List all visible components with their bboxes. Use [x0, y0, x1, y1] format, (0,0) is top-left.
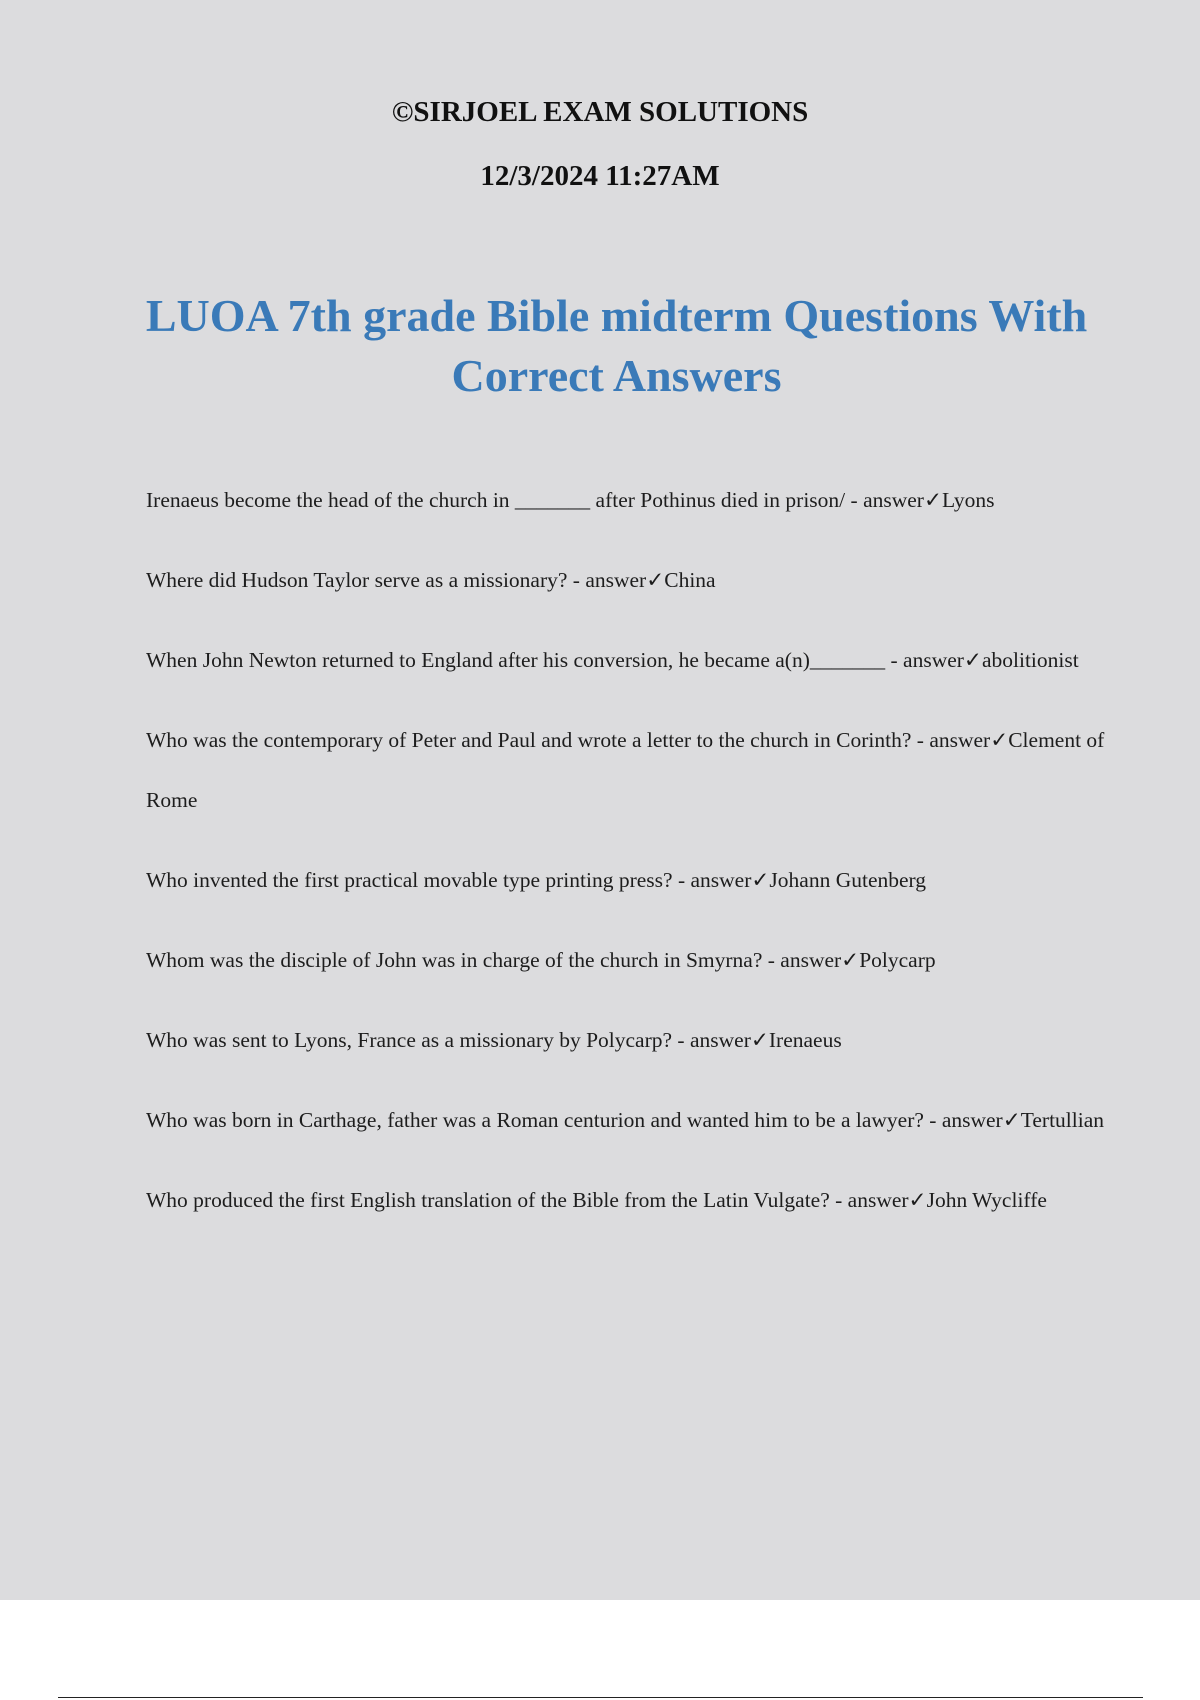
question-text: Whom was the disciple of John was in charge of the church in Smyrna? - — [146, 948, 781, 972]
qa-item — [146, 710, 1106, 830]
qa-item — [146, 630, 1106, 690]
qa-item — [146, 550, 1106, 610]
question-text: Who invented the first practical movable type printing press? - — [146, 868, 691, 892]
question-text: Irenaeus become the head of the church in _______ after Pothinus died in prison/ - — [146, 488, 864, 512]
qa-item — [146, 1010, 1106, 1070]
header-brand: ©SIRJOEL EXAM SOLUTIONS — [391, 96, 809, 128]
footer-divider — [58, 1697, 1143, 1698]
document-title: LUOA 7th grade Bible midterm Questions With Correct Answers — [145, 290, 1088, 401]
answer-text: answer✓John Wycliffe — [847, 1188, 1047, 1212]
answer-text: answer✓abolitionist — [903, 648, 1079, 672]
answer-text: answer✓Tertullian — [941, 1108, 1105, 1132]
answer-text: answer✓China — [585, 568, 716, 592]
answer-text: answer✓Irenaeus — [689, 1028, 842, 1052]
qa-item — [146, 1090, 1106, 1150]
answer-text: answer✓Lyons — [863, 488, 995, 512]
question-text: Where did Hudson Taylor serve as a missionary? - — [146, 568, 586, 592]
qa-item — [146, 470, 1106, 530]
qa-list — [146, 470, 1106, 1250]
answer-text: answer✓Johann Gutenberg — [690, 868, 927, 892]
qa-item — [146, 850, 1106, 910]
answer-text: answer✓Polycarp — [780, 948, 936, 972]
answer-text: answer✓Clement of Rome — [146, 728, 1105, 812]
qa-item — [146, 1170, 1106, 1230]
question-text: Who was sent to Lyons, France as a missionary by Polycarp? - — [146, 1028, 690, 1052]
question-text: Who was the contemporary of Peter and Paul and wrote a letter to the church in Corinth? - — [146, 728, 930, 752]
qa-item — [146, 930, 1106, 990]
question-text: When John Newton returned to England after his conversion, he became a(n)_______ - — [146, 648, 904, 672]
question-text: Who produced the first English translation of the Bible from the Latin Vulgate? - — [146, 1188, 848, 1212]
question-text: Who was born in Carthage, father was a Roman centurion and wanted him to be a lawyer? - — [146, 1108, 942, 1132]
header-date: 12/3/2024 11:27AM — [480, 160, 720, 192]
